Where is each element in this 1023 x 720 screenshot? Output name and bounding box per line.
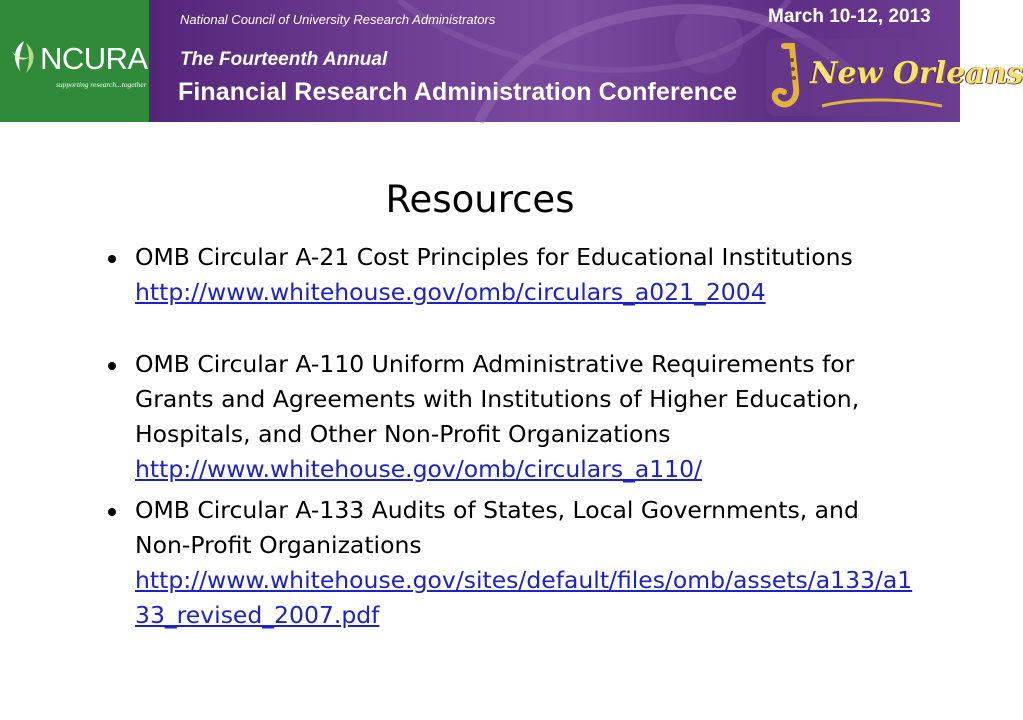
ncura-leaf-icon <box>6 37 42 77</box>
bullet-dot-icon <box>108 508 116 516</box>
resource-description: OMB Circular A-21 Cost Principles for Educational Institutions <box>135 243 853 271</box>
ncura-logo <box>0 0 149 122</box>
conference-subtitle: The Fourteenth Annual <box>180 49 388 70</box>
conference-title: Financial Research Administration Conference <box>178 78 738 106</box>
header-banner <box>0 0 1023 122</box>
organization-name: National Council of University Research Administrators <box>180 12 496 27</box>
logo-text: NCURA <box>40 41 148 76</box>
resource-link[interactable]: http://www.whitehouse.gov/omb/circulars_a021_2004 <box>135 278 766 306</box>
logo-tagline: supporting research...together <box>56 80 147 89</box>
resource-description: OMB Circular A-110 Uniform Administrative Requirements for Grants and Agreements with Institutions of Higher Education, Hospitals, and Other Non-Profit Organizations <box>135 350 860 448</box>
resource-link[interactable]: http://www.whitehouse.gov/omb/circulars_a110/ <box>135 455 703 483</box>
slide-title: Resources <box>385 178 575 221</box>
resource-link[interactable]: http://www.whitehouse.gov/sites/default/files/omb/assets/a133/a133_revised_2007.pdf <box>135 566 913 629</box>
conference-dates: March 10-12, 2013 <box>768 6 931 27</box>
bullet-dot-icon <box>108 255 116 263</box>
resource-description: OMB Circular A-133 Audits of States, Local Governments, and Non-Profit Organizations <box>135 496 859 559</box>
city-name: New Orleans <box>810 56 1023 91</box>
bullet-dot-icon <box>108 362 116 370</box>
